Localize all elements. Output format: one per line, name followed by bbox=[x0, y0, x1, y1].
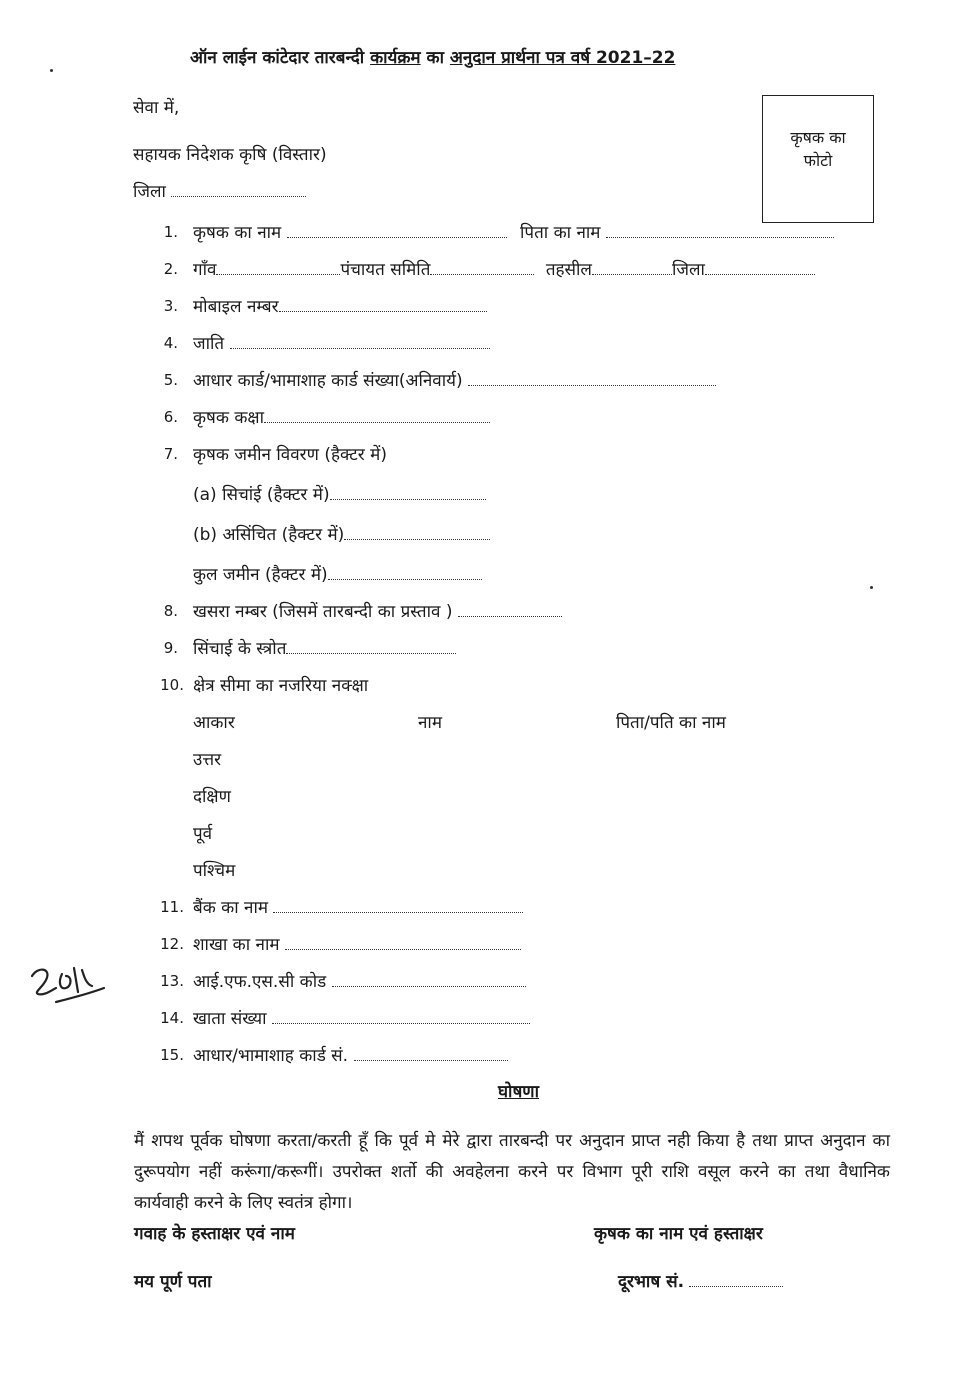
item-bank bbox=[193, 895, 523, 918]
irrigation-field[interactable] bbox=[286, 641, 456, 654]
khasra-label: खसरा नम्बर (जिसमें तारबन्दी का प्रस्ताव ) bbox=[193, 602, 453, 622]
caste-label: जाति bbox=[193, 334, 225, 354]
aadhar2-label: आधार/भामाशाह कार्ड सं. bbox=[193, 1046, 349, 1066]
item-land-irrigated bbox=[193, 482, 486, 505]
panchayat-field[interactable] bbox=[430, 262, 534, 275]
title-part2: कार्यक्रम bbox=[370, 48, 421, 68]
item-number: 14. bbox=[160, 1009, 184, 1027]
item-number: 1. bbox=[163, 223, 178, 241]
item-number: 9. bbox=[163, 639, 178, 657]
map-col-name: नाम bbox=[418, 713, 443, 733]
village-label: गाँव bbox=[193, 260, 217, 280]
address-district-row bbox=[133, 182, 306, 202]
phone-label: दूरभाष सं. bbox=[618, 1272, 685, 1292]
direction-south: दक्षिण bbox=[193, 787, 231, 807]
scan-speck bbox=[870, 586, 873, 589]
land-total-label: कुल जमीन (हैक्टर में) bbox=[193, 565, 328, 585]
title-part3: का bbox=[420, 48, 450, 68]
declaration-heading: घोषणा bbox=[498, 1082, 539, 1102]
item-farmer-name bbox=[193, 220, 834, 243]
item-aadhar2 bbox=[193, 1043, 508, 1066]
scan-speck bbox=[50, 69, 53, 72]
item-number: 5. bbox=[163, 371, 178, 389]
full-address-label: मय पूर्ण पता bbox=[134, 1272, 212, 1292]
address-officer: सहायक निदेशक कृषि (विस्तार) bbox=[133, 145, 327, 165]
land-label: कृषक जमीन विवरण (हैक्टर में) bbox=[193, 445, 387, 465]
zila-field[interactable] bbox=[705, 262, 815, 275]
ifsc-field[interactable] bbox=[332, 974, 526, 987]
map-col-father: पिता/पति का नाम bbox=[616, 713, 726, 733]
land-irrigated-field[interactable] bbox=[330, 487, 486, 500]
item-location bbox=[193, 257, 815, 280]
item-number: 15. bbox=[160, 1046, 184, 1064]
account-label: खाता संख्या bbox=[193, 1009, 267, 1029]
witness-signature-label: गवाह के हस्ताक्षर एवं नाम bbox=[134, 1224, 295, 1244]
item-number: 6. bbox=[163, 408, 178, 426]
map-label: क्षेत्र सीमा का नजरिया नक्क्षा bbox=[193, 676, 369, 696]
farmer-class-label: कृषक कक्षा bbox=[193, 408, 264, 428]
farmer-signature-label: कृषक का नाम एवं हस्ताक्षर bbox=[594, 1224, 763, 1244]
handwritten-mark bbox=[26, 962, 110, 1008]
title-part1: ऑन लाईन कांटेदार तारबन्दी bbox=[190, 48, 371, 68]
photo-box[interactable] bbox=[762, 95, 874, 223]
item-farmer-class bbox=[193, 405, 490, 428]
mobile-label: मोबाइल नम्बर bbox=[193, 297, 279, 317]
village-field[interactable] bbox=[216, 262, 340, 275]
ifsc-label: आई.एफ.एस.सी कोड bbox=[193, 972, 327, 992]
tehsil-field[interactable] bbox=[592, 262, 672, 275]
land-unirrigated-field[interactable] bbox=[344, 527, 490, 540]
form-title bbox=[190, 48, 675, 68]
item-land-total bbox=[193, 562, 482, 585]
aadhar-field[interactable] bbox=[468, 373, 716, 386]
item-number: 12. bbox=[160, 935, 184, 953]
mobile-field[interactable] bbox=[279, 299, 487, 312]
item-aadhar bbox=[193, 368, 716, 391]
khasra-field[interactable] bbox=[458, 604, 562, 617]
direction-east: पूर्व bbox=[193, 824, 213, 844]
item-number: 3. bbox=[163, 297, 178, 315]
district-field[interactable] bbox=[171, 184, 306, 197]
item-number: 4. bbox=[163, 334, 178, 352]
bank-label: बैंक का नाम bbox=[193, 898, 269, 918]
father-name-label: पिता का नाम bbox=[520, 223, 601, 243]
item-number: 8. bbox=[163, 602, 178, 620]
farmer-name-label: कृषक का नाम bbox=[193, 223, 282, 243]
address-seva: सेवा में, bbox=[133, 98, 180, 118]
direction-west: पश्चिम bbox=[193, 861, 236, 881]
phone-row bbox=[618, 1272, 783, 1292]
item-khasra bbox=[193, 599, 562, 622]
caste-field[interactable] bbox=[230, 336, 490, 349]
irrigation-label: सिंचाई के स्त्रोत bbox=[193, 639, 287, 659]
item-land-unirrigated bbox=[193, 522, 490, 545]
item-mobile bbox=[193, 294, 487, 317]
land-irrigated-label: (a) सिचांई (हैक्टर में) bbox=[193, 485, 330, 505]
land-total-field[interactable] bbox=[328, 567, 482, 580]
photo-box-line2: फोटो bbox=[803, 151, 833, 171]
item-caste bbox=[193, 331, 490, 354]
item-number: 11. bbox=[160, 898, 184, 916]
account-field[interactable] bbox=[272, 1011, 530, 1024]
aadhar2-field[interactable] bbox=[354, 1048, 508, 1061]
declaration-text: मैं शपथ पूर्वक घोषणा करता/करती हूँ कि पूर्व मे मेरे द्वारा तारबन्दी पर अनुदान प्राप्त नही किया है तथा प्राप्त अनुदान का दुरूपयोग नहीं करूंगा/करूगीं। उपरोक्त शर्तो की अवहेलना करने पर विभाग पूरी राशि वसूल करने का तथा वैधानिक कार्यवाही करने के लिए स्वतंत्र होगा। bbox=[134, 1131, 890, 1213]
address-district-label: जिला bbox=[133, 182, 166, 202]
farmer-name-field[interactable] bbox=[287, 225, 507, 238]
phone-field[interactable] bbox=[689, 1274, 783, 1287]
item-number: 13. bbox=[160, 972, 184, 990]
branch-field[interactable] bbox=[285, 937, 521, 950]
zila-label: जिला bbox=[671, 260, 705, 280]
tehsil-label: तहसील bbox=[545, 260, 592, 280]
bank-field[interactable] bbox=[273, 900, 523, 913]
direction-north: उत्तर bbox=[193, 750, 222, 770]
farmer-class-field[interactable] bbox=[264, 410, 490, 423]
item-number: 7. bbox=[163, 445, 178, 463]
item-ifsc bbox=[193, 969, 526, 992]
item-account bbox=[193, 1006, 530, 1029]
item-branch bbox=[193, 932, 521, 955]
panchayat-label: पंचायत समिति bbox=[340, 260, 431, 280]
title-part4: अनुदान प्रार्थना पत्र वर्ष 2021–22 bbox=[449, 48, 676, 68]
photo-box-line1: कृषक का bbox=[790, 128, 846, 147]
aadhar-label: आधार कार्ड/भामाशाह कार्ड संख्या(अनिवार्य) bbox=[193, 371, 463, 391]
branch-label: शाखा का नाम bbox=[193, 935, 280, 955]
father-name-field[interactable] bbox=[606, 225, 834, 238]
item-number: 10. bbox=[160, 676, 184, 694]
map-col-shape: आकार bbox=[193, 713, 235, 733]
item-number: 2. bbox=[163, 260, 178, 278]
land-unirrigated-label: (b) असिंचित (हैक्टर में) bbox=[193, 525, 345, 545]
item-irrigation bbox=[193, 636, 456, 659]
